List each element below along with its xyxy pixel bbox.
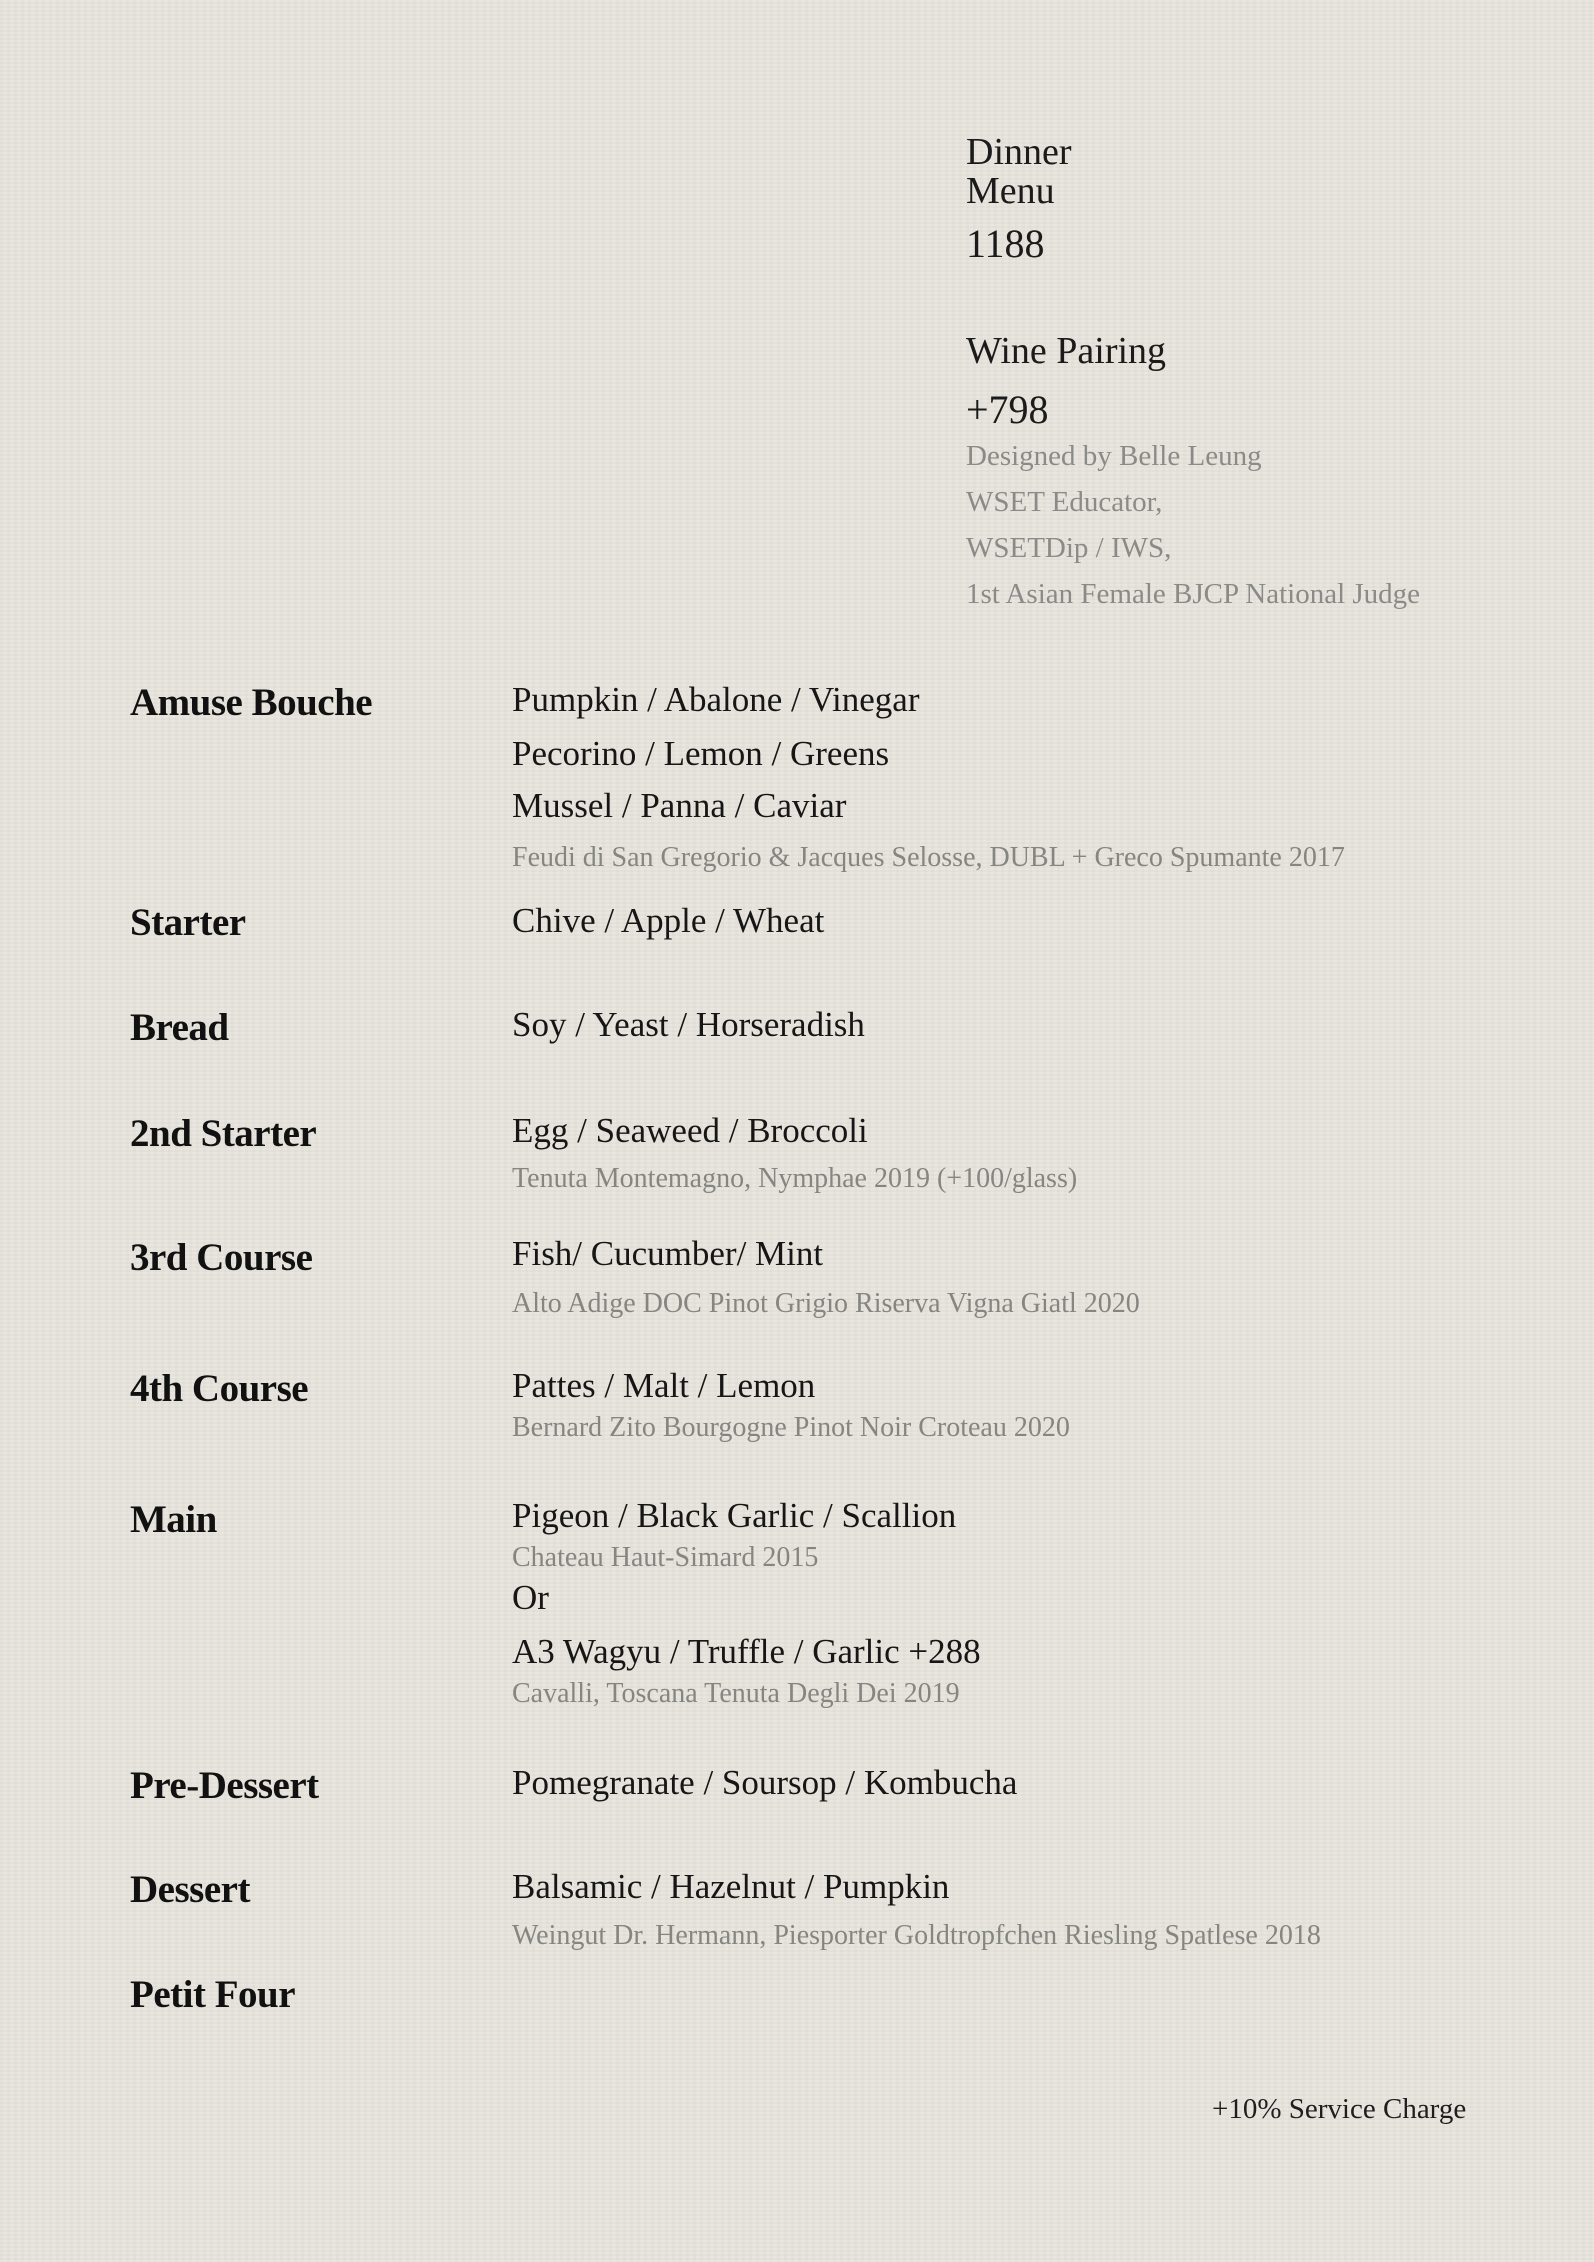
dish-line: Fish/ Cucumber/ Mint [512,1234,824,1273]
course-dessert: Dessert [130,1868,250,1911]
wine-pairing-label: Wine Pairing [966,330,1167,372]
dish-line: Pattes / Malt / Lemon [512,1366,816,1405]
course-4th-course: 4th Course [130,1367,309,1410]
menu-title-line1: Dinner [966,131,1072,173]
wine-pairing-line: Tenuta Montemagno, Nymphae 2019 (+100/glass) [512,1163,1078,1194]
service-charge-note: +10% Service Charge [1212,2093,1467,2125]
course-3rd-course: 3rd Course [130,1236,313,1279]
dish-line-alternative: A3 Wagyu / Truffle / Garlic +288 [512,1632,981,1671]
wine-pairing-line: Cavalli, Toscana Tenuta Degli Dei 2019 [512,1678,960,1709]
menu-title-line2: Menu [966,170,1055,212]
designer-line: 1st Asian Female BJCP National Judge [966,578,1421,610]
dish-line: Soy / Yeast / Horseradish [512,1005,865,1044]
course-starter: Starter [130,901,246,944]
designer-line: WSETDip / IWS, [966,532,1172,564]
dinner-price: 1188 [966,221,1045,266]
wine-pairing-line: Feudi di San Gregorio & Jacques Selosse, DUBL + Greco Spumante 2017 [512,842,1345,873]
course-2nd-starter: 2nd Starter [130,1112,317,1155]
dish-line: Mussel / Panna / Caviar [512,786,847,825]
course-pre-dessert: Pre-Dessert [130,1764,319,1807]
course-amuse-bouche: Amuse Bouche [130,681,373,724]
wine-pairing-line: Chateau Haut-Simard 2015 [512,1542,819,1573]
course-petit-four: Petit Four [130,1973,296,2016]
dish-line: Egg / Seaweed / Broccoli [512,1111,868,1150]
wine-pairing-line: Alto Adige DOC Pinot Grigio Riserva Vigna Giatl 2020 [512,1288,1140,1319]
course-main: Main [130,1498,217,1541]
dish-line: Pecorino / Lemon / Greens [512,734,890,773]
or-label: Or [512,1578,549,1617]
dish-line: Pigeon / Black Garlic / Scallion [512,1496,957,1535]
designer-line: Designed by Belle Leung [966,440,1262,472]
dish-line: Pomegranate / Soursop / Kombucha [512,1763,1018,1802]
wine-pairing-line: Bernard Zito Bourgogne Pinot Noir Croteau 2020 [512,1412,1070,1443]
wine-pairing-price: +798 [966,387,1049,432]
designer-line: WSET Educator, [966,486,1163,518]
course-bread: Bread [130,1006,229,1049]
dish-line: Chive / Apple / Wheat [512,901,825,940]
dish-line: Balsamic / Hazelnut / Pumpkin [512,1867,950,1906]
wine-pairing-line: Weingut Dr. Hermann, Piesporter Goldtropfchen Riesling Spatlese 2018 [512,1920,1321,1951]
dish-line: Pumpkin / Abalone / Vinegar [512,680,920,719]
